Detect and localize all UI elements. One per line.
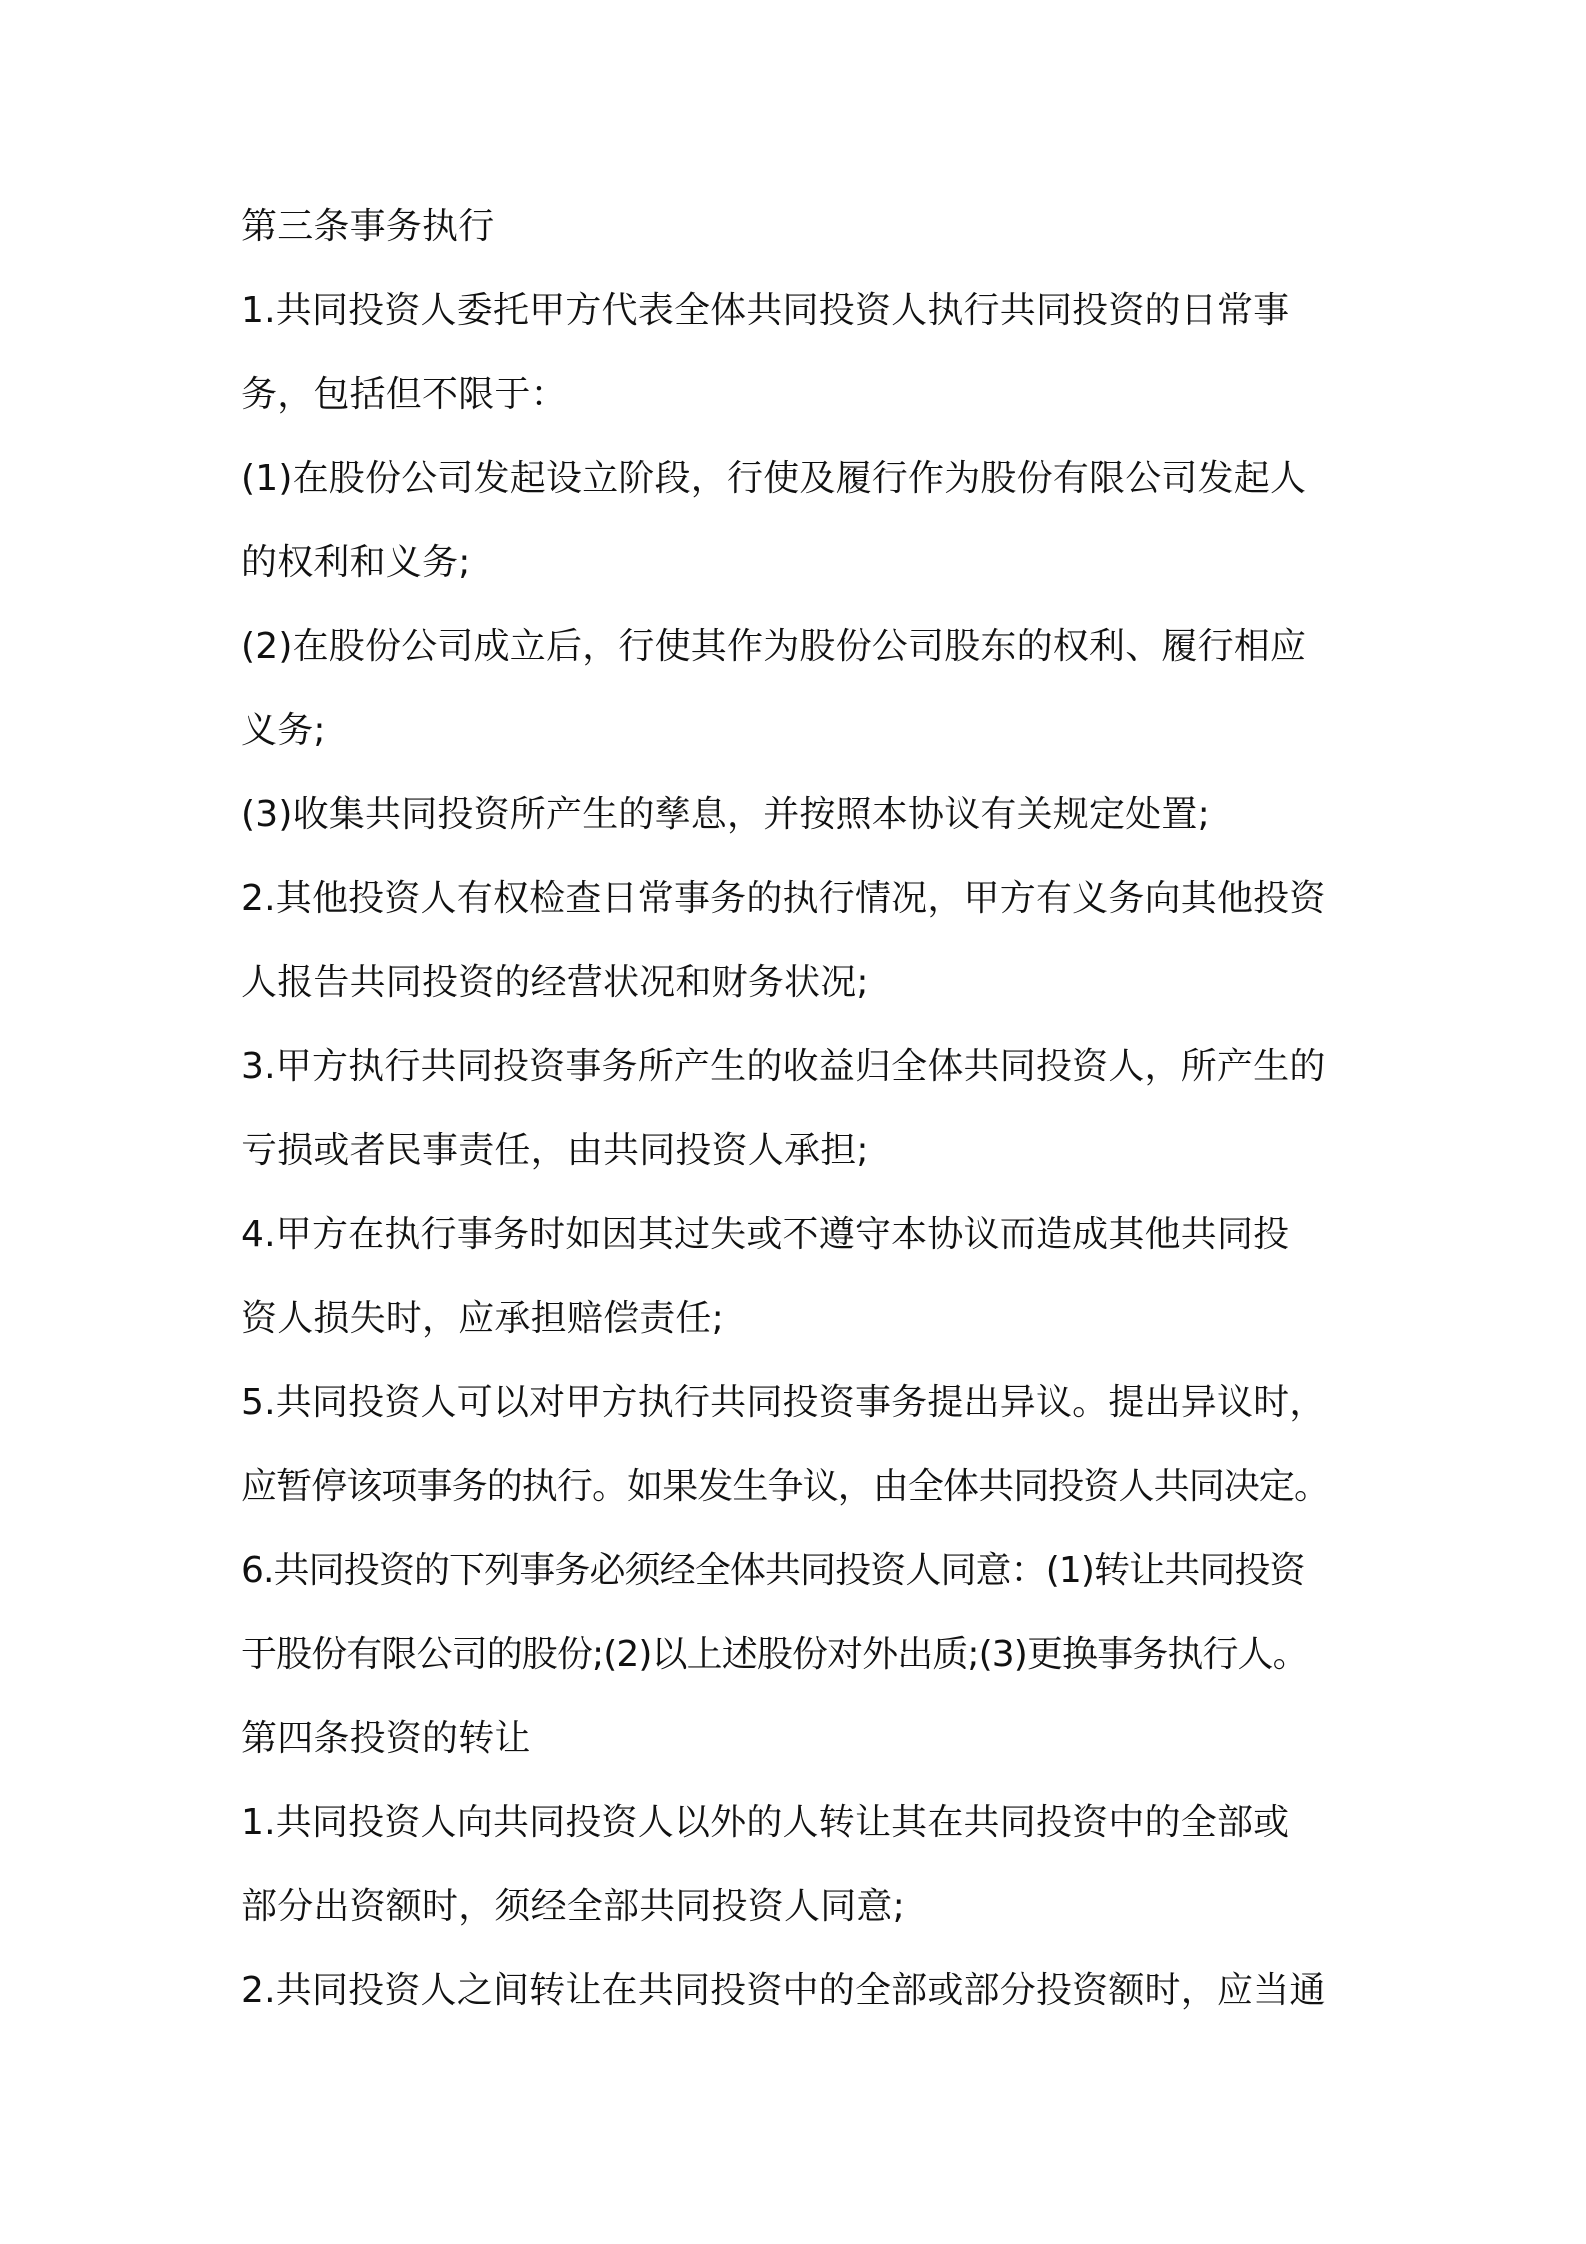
- clause-line: (2)在股份公司成立后，行使其作为股份公司股东的权利、履行相应: [241, 626, 1307, 667]
- clause-line: 义务;: [241, 710, 326, 751]
- clause-line: 于股份有限公司的股份;(2)以上述股份对外出质;(3)更换事务执行人。: [241, 1634, 1308, 1675]
- clause-line: 5.共同投资人可以对甲方执行共同投资事务提出异议。提出异议时，: [241, 1382, 1326, 1423]
- clause-line: (3)收集共同投资所产生的孳息，并按照本协议有关规定处置;: [241, 794, 1210, 835]
- clause-line: 应暂停该项事务的执行。如果发生争议，由全体共同投资人共同决定。: [241, 1466, 1330, 1507]
- clause-line: 3.甲方执行共同投资事务所产生的收益归全体共同投资人，所产生的: [241, 1046, 1326, 1087]
- clause-line: 部分出资额时，须经全部共同投资人同意;: [241, 1886, 905, 1927]
- clause-line: 人报告共同投资的经营状况和财务状况;: [241, 962, 869, 1003]
- clause-line: 2.其他投资人有权检查日常事务的执行情况，甲方有义务向其他投资: [241, 878, 1326, 919]
- article-4-heading: 第四条投资的转让: [241, 1718, 531, 1759]
- article-3-heading: 第三条事务执行: [241, 206, 495, 247]
- clause-line: 1.共同投资人委托甲方代表全体共同投资人执行共同投资的日常事: [241, 290, 1290, 331]
- clause-line: 6.共同投资的下列事务必须经全体共同投资人同意：(1)转让共同投资: [241, 1550, 1305, 1591]
- clause-line: (1)在股份公司发起设立阶段，行使及履行作为股份有限公司发起人: [241, 458, 1307, 499]
- clause-line: 亏损或者民事责任，由共同投资人承担;: [241, 1130, 869, 1171]
- clause-line: 务，包括但不限于：: [241, 374, 567, 415]
- clause-line: 1.共同投资人向共同投资人以外的人转让其在共同投资中的全部或: [241, 1802, 1290, 1843]
- clause-line: 的权利和义务;: [241, 542, 471, 583]
- clause-line: 2.共同投资人之间转让在共同投资中的全部或部分投资额时，应当通: [241, 1970, 1326, 2011]
- clause-line: 资人损失时，应承担赔偿责任;: [241, 1298, 724, 1339]
- clause-line: 4.甲方在执行事务时如因其过失或不遵守本协议而造成其他共同投: [241, 1214, 1290, 1255]
